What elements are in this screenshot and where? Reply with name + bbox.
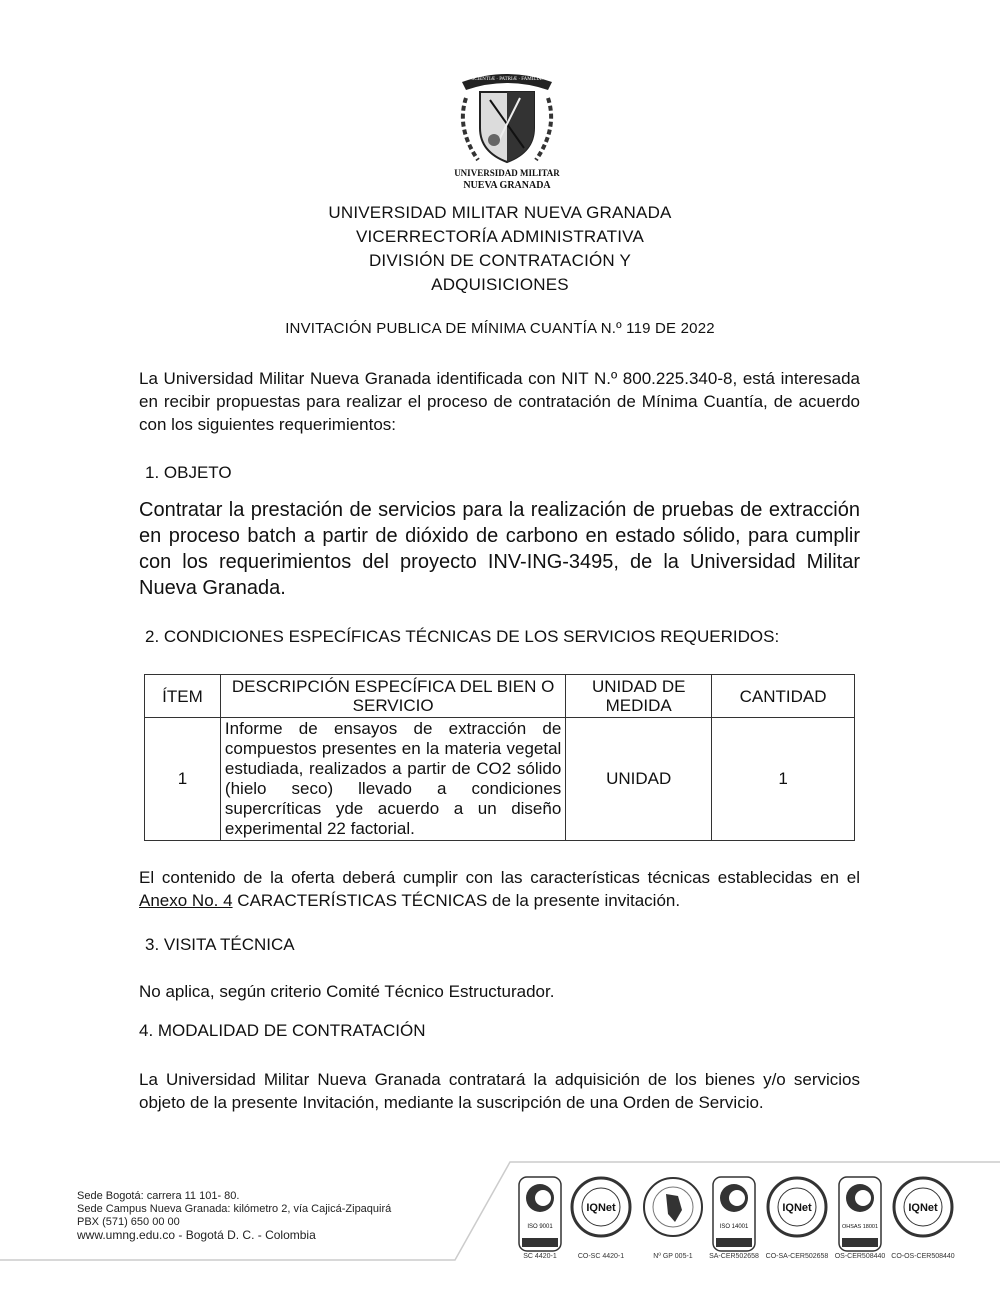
cert-code-5: CO-SA-CER502658 [765, 1253, 829, 1260]
section-3-text: No aplica, según criterio Comité Técnico Estructurador. [139, 982, 555, 1001]
logo-name-2: NUEVA GRANADA [463, 180, 551, 191]
cert-label-4: ISO 14001 [719, 1224, 749, 1230]
gp-certification-seal [642, 1176, 704, 1238]
section-3-title: 3. VISITA TÉCNICA [145, 935, 295, 954]
cell-item: 1 [145, 718, 221, 841]
cert-code-6: OS-CER508440 [834, 1253, 886, 1260]
header-line-2: VICERRECTORÍA ADMINISTRATIVA [355, 227, 645, 246]
section-4-title: 4. MODALIDAD DE CONTRATACIÓN [139, 1021, 426, 1040]
section-4-text: La Universidad Militar Nueva Granada contratará la adquisición de los bienes y/o servicios objeto de la presente Invitación, mediante la suscripción de una Orden de Servicio. [139, 1070, 860, 1112]
cert-code-3: Nº GP 005-1 [653, 1253, 693, 1260]
logo-name-1: UNIVERSIDAD MILITAR [454, 168, 560, 178]
icontec-iso14001-seal [712, 1176, 756, 1252]
cert-label-5: IQNet [782, 1202, 812, 1214]
footer-address-1: Sede Bogotá: carrera 11 101- 80. [77, 1190, 240, 1202]
footer-address [77, 1190, 391, 1242]
footer-address-2: Sede Campus Nueva Granada: kilómetro 2, vía Cajicá-Zipaquirá [77, 1203, 392, 1215]
iqnet-seal-3 [892, 1176, 954, 1238]
university-logo [452, 68, 562, 192]
table-header-row [145, 675, 855, 718]
footer-phone: PBX (571) 650 00 00 [77, 1216, 180, 1228]
header-item: ÍTEM [145, 675, 221, 718]
header-line-3: DIVISIÓN DE CONTRATACIÓN Y [368, 251, 632, 270]
cell-description: Informe de ensayos de extracción de compuestos presentes en la materia vegetal estudiada, realizados a partir de CO2 sólido (hielo seco) llevado a condiciones supercríticas yde acuerdo a un diseño experimental 22 factorial. [220, 718, 565, 841]
header-unit: UNIDAD DE MEDIDA [566, 675, 712, 718]
iqnet-seal-2 [766, 1176, 828, 1238]
requirements-table [144, 674, 855, 841]
cert-label-1: ISO 9001 [527, 1224, 553, 1230]
icontec-iso9001-seal [518, 1176, 562, 1252]
cert-code-4: SA-CER502658 [709, 1253, 759, 1260]
cert-label-6: OHSAS 18001 [841, 1224, 879, 1230]
cell-unit: UNIDAD [566, 718, 712, 841]
logo-motto: SCIENTIÆ · PATRIÆ · FAMILIÆ [471, 77, 543, 82]
invitation-title: INVITACIÓN PUBLICA DE MÍNIMA CUANTÍA N.º 119 DE 2022 [285, 320, 715, 337]
cert-code-2: CO-SC 4420-1 [577, 1253, 625, 1260]
header-line-1: UNIVERSIDAD MILITAR NUEVA GRANADA [328, 203, 672, 222]
iqnet-seal-1 [570, 1176, 632, 1238]
table-row [145, 718, 855, 841]
note-text-2: CARACTERÍSTICAS TÉCNICAS de la presente invitación. [237, 891, 681, 910]
icontec-ohsas-seal [838, 1176, 882, 1252]
header-description: DESCRIPCIÓN ESPECÍFICA DEL BIEN O SERVICIO [220, 675, 565, 718]
section-1-text: Contratar la prestación de servicios para la realización de pruebas de extracción en proceso batch a partir de dióxido de carbono en estado sólido, para cumplir con los requerimientos del proyecto INV-ING-3495, de la Universidad Militar Nueva Granada. [139, 499, 860, 599]
section-2-title: 2. CONDICIONES ESPECÍFICAS TÉCNICAS DE LOS SERVICIOS REQUERIDOS: [145, 627, 780, 646]
footer-website[interactable]: www.umng.edu.co - Bogotá D. C. - Colombia [77, 1228, 316, 1242]
cert-code-1: SC 4420-1 [523, 1253, 557, 1260]
intro-paragraph: La Universidad Militar Nueva Granada identificada con NIT N.º 800.225.340-8, está interesada en recibir propuestas para realizar el proceso de contratación de Mínima Cuantía, de acuerdo con los siguientes requerimientos: [139, 369, 860, 434]
header-quantity: CANTIDAD [712, 675, 855, 718]
cert-label-2: IQNet [586, 1202, 616, 1214]
cert-label-7: IQNet [908, 1202, 938, 1214]
section-2-note [139, 866, 860, 912]
annex-link[interactable]: Anexo No. 4 [139, 891, 233, 910]
cert-code-7: CO-OS-CER508440 [891, 1253, 955, 1260]
header-line-4: ADQUISICIONES [431, 275, 569, 294]
section-1-title: 1. OBJETO [145, 463, 232, 482]
note-text-1: El contenido de la oferta deberá cumplir con las características técnicas establecidas en el [139, 868, 860, 887]
cell-quantity: 1 [712, 718, 855, 841]
